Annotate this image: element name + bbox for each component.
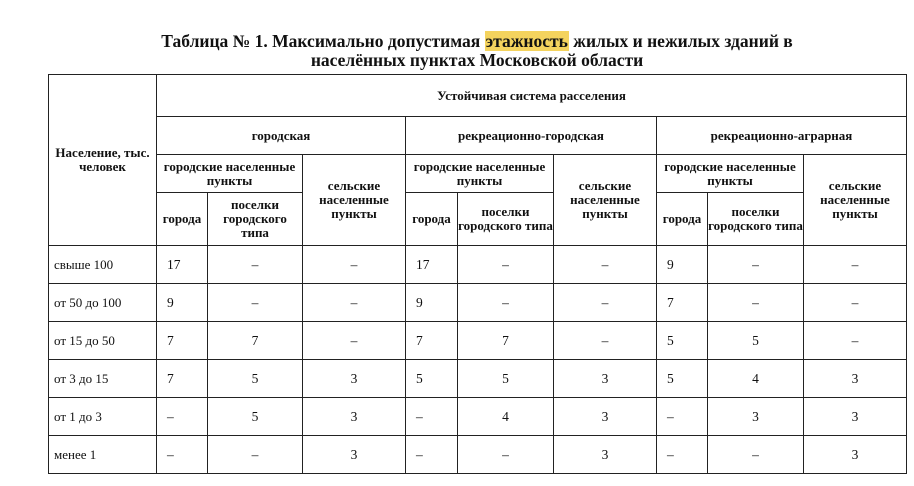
table-cell: – <box>657 398 708 436</box>
table-cell: 9 <box>657 246 708 284</box>
table-cell: 3 <box>554 398 657 436</box>
table-cell: 4 <box>708 360 804 398</box>
table-cell: – <box>157 436 208 474</box>
table-cell: 7 <box>458 322 554 360</box>
header-settlements-3: поселки городского типа <box>708 193 804 246</box>
table-cell: – <box>804 246 907 284</box>
table-cell: 5 <box>208 398 303 436</box>
table-cell: – <box>208 246 303 284</box>
table-cell: 5 <box>458 360 554 398</box>
table-cell: 5 <box>208 360 303 398</box>
table-row <box>49 322 907 360</box>
table-cell: – <box>208 284 303 322</box>
table-cell: – <box>157 398 208 436</box>
table-cell: – <box>804 284 907 322</box>
table-cell: 7 <box>406 322 458 360</box>
page-title <box>0 32 914 70</box>
row-label: от 1 до 3 <box>49 398 157 436</box>
table-cell: 5 <box>708 322 804 360</box>
header-urban-settlements-2: городские населенные пункты <box>406 155 554 193</box>
table-cell: – <box>708 246 804 284</box>
table-cell: 9 <box>157 284 208 322</box>
table-row <box>49 284 907 322</box>
table-cell: – <box>303 322 406 360</box>
table-cell: 4 <box>458 398 554 436</box>
table-cell: 3 <box>708 398 804 436</box>
table-cell: – <box>406 398 458 436</box>
table-cell: 5 <box>657 360 708 398</box>
table-cell: 3 <box>303 360 406 398</box>
table-row <box>49 436 907 474</box>
title-prefix: Таблица № 1. Максимально допустимая <box>161 31 485 51</box>
row-label: свыше 100 <box>49 246 157 284</box>
header-rural-2: сельские населенные пункты <box>554 155 657 246</box>
table-cell: 17 <box>406 246 458 284</box>
table-cell: 3 <box>804 360 907 398</box>
table-cell: 3 <box>554 436 657 474</box>
title-suffix: жилых и нежилых зданий в <box>568 31 793 51</box>
table-cell: 3 <box>303 398 406 436</box>
table-cell: 7 <box>157 322 208 360</box>
row-label: от 3 до 15 <box>49 360 157 398</box>
table-row <box>49 360 907 398</box>
table-cell: 7 <box>157 360 208 398</box>
table-cell: 3 <box>804 398 907 436</box>
table-cell: – <box>406 436 458 474</box>
header-rural-3: сельские населенные пункты <box>804 155 907 246</box>
table-row <box>49 246 907 284</box>
table-cell: – <box>708 436 804 474</box>
table-cell: – <box>554 322 657 360</box>
header-system: Устойчивая система расселения <box>157 75 907 117</box>
header-group-recreational-agrarian: рекреационно-аграрная <box>657 117 907 155</box>
table-cell: 5 <box>657 322 708 360</box>
table-cell: 9 <box>406 284 458 322</box>
table-cell: – <box>708 284 804 322</box>
title-highlight: этажность <box>485 31 568 51</box>
table-cell: – <box>303 284 406 322</box>
header-cities-1: города <box>157 193 208 246</box>
row-label: от 50 до 100 <box>49 284 157 322</box>
row-label: менее 1 <box>49 436 157 474</box>
header-group-urban: городская <box>157 117 406 155</box>
table-cell: 3 <box>804 436 907 474</box>
header-urban-settlements-3: городские населенные пункты <box>657 155 804 193</box>
header-urban-settlements-1: городские населенные пункты <box>157 155 303 193</box>
table-cell: – <box>657 436 708 474</box>
table-cell: 5 <box>406 360 458 398</box>
data-table <box>48 74 907 474</box>
header-settlements-1: поселки городского типа <box>208 193 303 246</box>
row-label: от 15 до 50 <box>49 322 157 360</box>
table-cell: – <box>458 246 554 284</box>
table-cell: – <box>208 436 303 474</box>
header-population: Население, тыс. человек <box>49 75 157 246</box>
table-cell: 17 <box>157 246 208 284</box>
header-group-recreational-urban: рекреационно-городская <box>406 117 657 155</box>
table-cell: – <box>554 246 657 284</box>
table-cell: – <box>804 322 907 360</box>
table-row <box>49 398 907 436</box>
table-cell: – <box>303 246 406 284</box>
table-cell: 7 <box>657 284 708 322</box>
table-cell: 3 <box>554 360 657 398</box>
table-cell: – <box>458 284 554 322</box>
table-cell: 7 <box>208 322 303 360</box>
title-line2: населённых пунктах Московской области <box>310 50 644 70</box>
table-cell: – <box>458 436 554 474</box>
header-cities-2: города <box>406 193 458 246</box>
header-settlements-2: поселки городского типа <box>458 193 554 246</box>
table-cell: 3 <box>303 436 406 474</box>
header-cities-3: города <box>657 193 708 246</box>
table-cell: – <box>554 284 657 322</box>
header-rural-1: сельские населенные пункты <box>303 155 406 246</box>
